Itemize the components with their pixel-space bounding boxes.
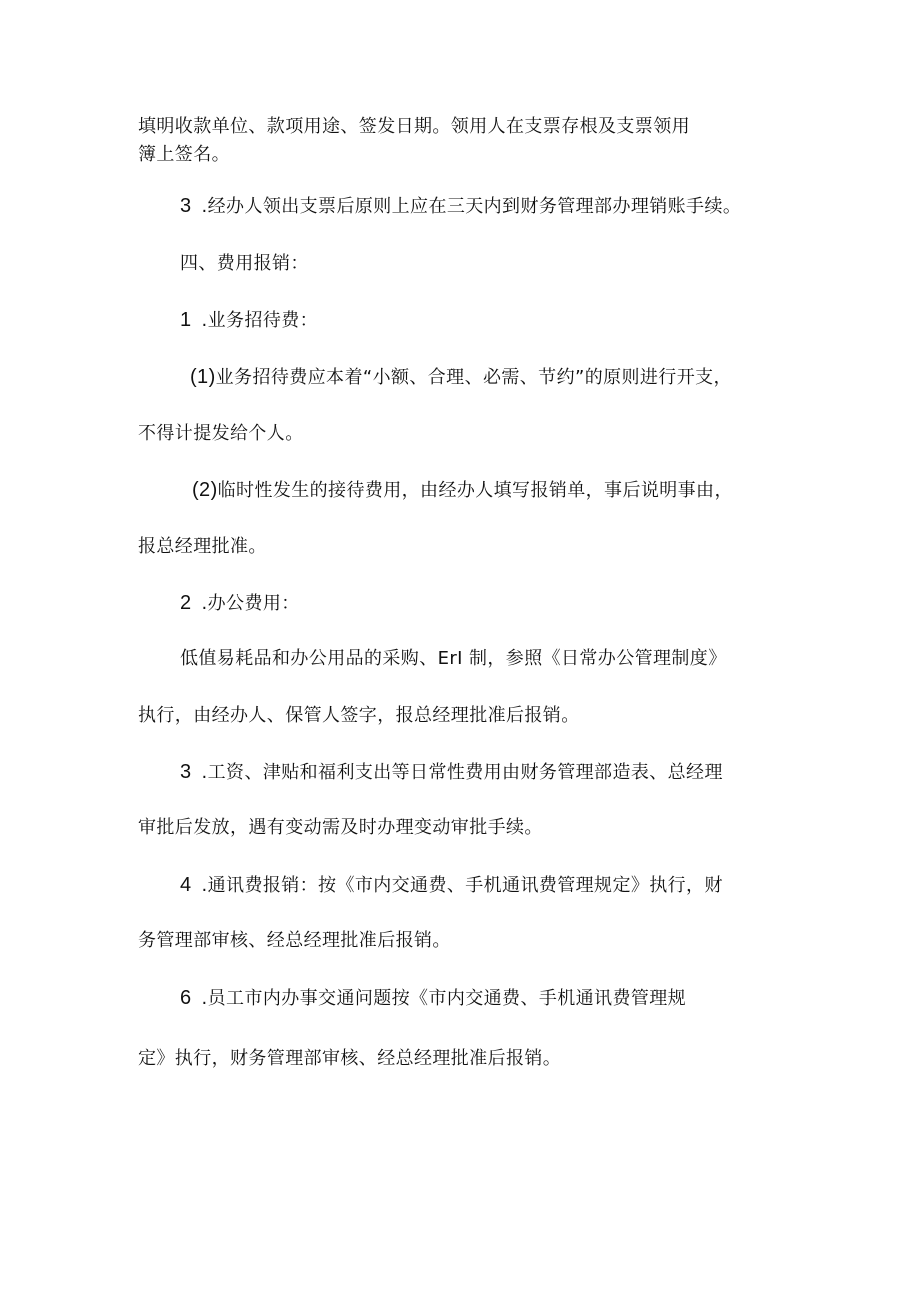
list-number: 4 [180, 874, 192, 896]
list-number: 3 [180, 195, 192, 217]
list-item-3: 3 .经办人领出支票后原则上应在三天内到财务管理部办理销账手续。 [180, 195, 742, 217]
paragraph-line: 务管理部审核、经总经理批准后报销。 [138, 930, 451, 951]
list-item-3b: 3 .工资、津贴和福利支出等日常性费用由财务管理部造表、总经理 [180, 761, 723, 783]
sub-item-2: (2)临时性发生的接待费用，由经办人填写报销单，事后说明事由， [192, 479, 733, 501]
list-number: 1 [180, 309, 192, 331]
list-item-6: 6 .员工市内办事交通问题按《市内交通费、手机通讯费管理规 [180, 987, 687, 1009]
paragraph-line: 执行，由经办人、保管人签字，报总经理批准后报销。 [138, 705, 580, 726]
list-number: 6 [180, 987, 192, 1009]
paragraph-line: 不得计提发给个人。 [138, 423, 304, 444]
paragraph-line: 报总经理批准。 [138, 536, 267, 557]
paragraph-line: 审批后发放，遇有变动需及时办理变动审批手续。 [138, 817, 543, 838]
paragraph-line: 低值易耗品和办公用品的采购、ErI 制，参照《日常办公管理制度》 [180, 648, 727, 669]
list-number: (2) [192, 479, 218, 501]
paragraph-line: 簿上签名。 [138, 144, 230, 165]
list-number: 3 [180, 761, 192, 783]
section-heading: 四、费用报销： [180, 253, 309, 274]
list-number: 2 [180, 592, 192, 614]
list-item-2: 2 .办公费用： [180, 592, 300, 614]
sub-item-1: (1)业务招待费应本着“小额、合理、必需、节约”的原则进行开支， [190, 366, 732, 388]
paragraph-line: 填明收款单位、款项用途、签发日期。领用人在支票存根及支票领用 [138, 116, 690, 137]
paragraph-line: 定》执行，财务管理部审核、经总经理批准后报销。 [138, 1048, 562, 1069]
list-number: (1) [190, 366, 216, 388]
list-item-1: 1 .业务招待费： [180, 309, 319, 331]
list-item-4: 4 .通讯费报销：按《市内交通费、手机通讯费管理规定》执行，财 [180, 874, 723, 896]
